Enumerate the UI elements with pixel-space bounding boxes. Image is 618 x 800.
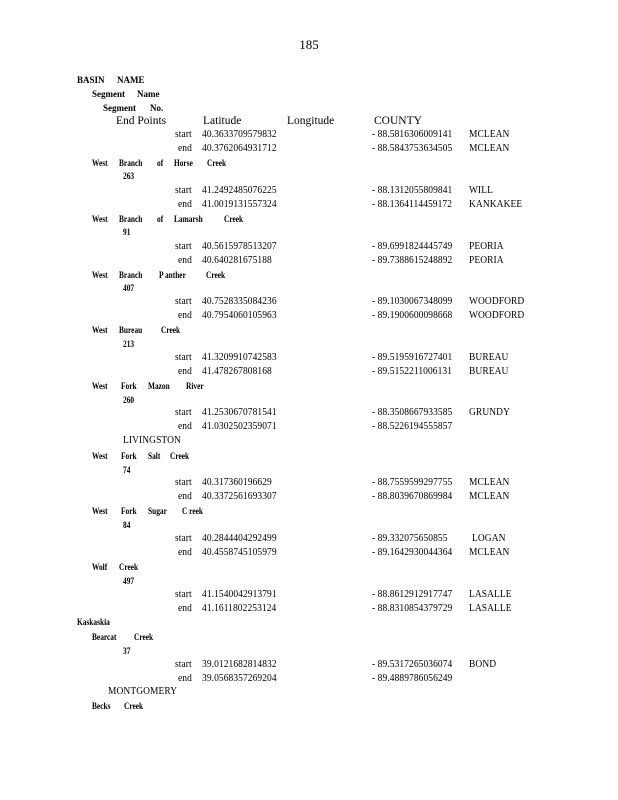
endpoint-label: end xyxy=(178,490,192,502)
county-value: WOODFORD xyxy=(469,295,525,307)
segment-number: 260 xyxy=(123,395,135,405)
segment-header: Segment xyxy=(92,89,125,99)
county-value: MCLEAN xyxy=(469,546,510,558)
basin-header: BASIN xyxy=(77,75,105,85)
county-value: KANKAKEE xyxy=(469,198,523,210)
latitude-value: 41.1611802253124 xyxy=(202,602,277,614)
endpoint-label: start xyxy=(175,128,192,140)
county-value: WILL xyxy=(469,184,493,196)
latitude-value: 39.0568357269204 xyxy=(202,672,277,684)
latitude-value: 39.0121682814832 xyxy=(202,658,277,670)
endpoint-label: start xyxy=(175,532,192,544)
longitude-value: - 89.1900600098668 xyxy=(372,309,453,321)
segment-name-word: West xyxy=(92,214,108,224)
segment-name-word: West xyxy=(92,270,108,280)
segment-name-word: Creek xyxy=(170,451,190,461)
segment-name-word: Creek xyxy=(207,158,227,168)
segment-name-word: Salt xyxy=(148,451,161,461)
longitude-value: - 89.7388615248892 xyxy=(372,254,453,266)
county-value: LASALLE xyxy=(469,588,512,600)
end-points-header: End Points xyxy=(116,115,167,127)
segment-name-word: Wolf xyxy=(92,562,108,572)
segment-name-word: Branch xyxy=(119,158,143,168)
segment-number: 497 xyxy=(123,576,135,586)
segment-name-word: West xyxy=(92,381,108,391)
endpoint-label: end xyxy=(178,198,192,210)
longitude-value: - 88.7559599297755 xyxy=(372,476,453,488)
county-value: BOND xyxy=(469,658,497,670)
latitude-value: 41.0019131557324 xyxy=(202,198,277,210)
longitude-value: - 89.332075650855 xyxy=(372,532,448,544)
segment-name-word: Creek xyxy=(134,632,154,642)
segment-name-word: Fork xyxy=(121,451,137,461)
latitude-value: 41.478267808168 xyxy=(202,365,272,377)
endpoint-label: start xyxy=(175,295,192,307)
longitude-value: - 89.1642930044364 xyxy=(372,546,453,558)
latitude-value: 41.2530670781541 xyxy=(202,406,277,418)
county-value-wrapped: LIVINGSTON xyxy=(123,434,181,446)
endpoint-label: end xyxy=(178,365,192,377)
endpoint-label: start xyxy=(175,658,192,670)
name-header: NAME xyxy=(117,75,145,85)
endpoint-label: start xyxy=(175,588,192,600)
latitude-value: 40.4558745105979 xyxy=(202,546,277,558)
segment-name-word: Creek xyxy=(206,270,226,280)
page-number: 185 xyxy=(299,37,319,52)
latitude-value: 40.7954060105963 xyxy=(202,309,277,321)
segment-number: 263 xyxy=(123,171,135,181)
segment-number: 84 xyxy=(123,520,131,530)
segment-name-word: Becks xyxy=(92,701,111,711)
county-value: WOODFORD xyxy=(469,309,525,321)
segment-name-word: West xyxy=(92,325,108,335)
segment-name-word: Fork xyxy=(121,506,137,516)
endpoint-label: end xyxy=(178,546,192,558)
county-header: COUNTY xyxy=(374,115,422,127)
longitude-value: - 89.6991824445749 xyxy=(372,240,453,252)
endpoint-label: end xyxy=(178,309,192,321)
segment-number: 37 xyxy=(123,646,131,656)
segment-name-word: River xyxy=(186,381,204,391)
county-value: MCLEAN xyxy=(469,490,510,502)
segment-name-word: Mazon xyxy=(148,381,170,391)
county-value: BUREAU xyxy=(469,351,509,363)
latitude-value: 40.2844404292499 xyxy=(202,532,277,544)
endpoint-label: start xyxy=(175,406,192,418)
segment-name-word: of xyxy=(157,214,164,224)
latitude-value: 40.640281675188 xyxy=(202,254,272,266)
segment-name-word: Creek xyxy=(119,562,139,572)
latitude-value: 41.2492485076225 xyxy=(202,184,277,196)
segment-name-word: Sugar xyxy=(148,506,167,516)
longitude-value: - 89.1030067348099 xyxy=(372,295,453,307)
endpoint-label: start xyxy=(175,476,192,488)
county-value: BUREAU xyxy=(469,365,509,377)
segment-name-word: Creek xyxy=(161,325,181,335)
endpoint-label: end xyxy=(178,142,192,154)
latitude-value: 41.1540042913791 xyxy=(202,588,277,600)
basin-name: Kaskaskia xyxy=(77,617,110,627)
longitude-header: Longitude xyxy=(287,115,335,127)
segment-number: 91 xyxy=(123,227,131,237)
county-value: MCLEAN xyxy=(469,142,510,154)
segment-name-header: Name xyxy=(137,89,160,99)
segment-name-word: of xyxy=(157,158,164,168)
latitude-header: Latitude xyxy=(203,115,242,127)
segment-number: 213 xyxy=(123,339,135,349)
endpoint-label: end xyxy=(178,672,192,684)
segment-name-word: Horse xyxy=(174,158,193,168)
segment-name-word: Lamarsh xyxy=(174,214,203,224)
endpoint-label: start xyxy=(175,184,192,196)
longitude-value: - 89.5195916727401 xyxy=(372,351,453,363)
county-value: LASALLE xyxy=(469,602,512,614)
longitude-value: - 88.5816306009141 xyxy=(372,128,453,140)
county-value: LOGAN xyxy=(472,532,506,544)
latitude-value: 40.3762064931712 xyxy=(202,142,277,154)
segment-name-word: Bearcat xyxy=(92,632,117,642)
county-value: PEORIA xyxy=(469,240,504,252)
latitude-value: 41.0302502359071 xyxy=(202,420,277,432)
segment-name-word: Branch xyxy=(119,270,143,280)
segment-name-word: C reek xyxy=(182,506,203,516)
endpoint-label: end xyxy=(178,254,192,266)
endpoint-label: start xyxy=(175,351,192,363)
longitude-value: - 89.5152211006131 xyxy=(372,365,453,377)
segment-name-word: Creek xyxy=(124,701,144,711)
latitude-value: 40.3372561693307 xyxy=(202,490,277,502)
longitude-value: - 88.8310854379729 xyxy=(372,602,453,614)
longitude-value: - 88.5226194555857 xyxy=(372,420,453,432)
segment-name-word: P anther xyxy=(159,270,186,280)
no-header: No. xyxy=(150,103,164,113)
longitude-value: - 88.8612912917747 xyxy=(372,588,453,600)
endpoint-label: end xyxy=(178,602,192,614)
longitude-value: - 88.1364114459172 xyxy=(372,198,453,210)
longitude-value: - 89.4889786056249 xyxy=(372,672,453,684)
segment-name-word: Bureau xyxy=(119,325,143,335)
segment-no-label: Segment xyxy=(103,103,136,113)
segment-name-word: Creek xyxy=(224,214,244,224)
endpoint-label: end xyxy=(178,420,192,432)
segment-name-word: Fork xyxy=(121,381,137,391)
longitude-value: - 89.5317265036074 xyxy=(372,658,453,670)
longitude-value: - 88.5843753634505 xyxy=(372,142,453,154)
latitude-value: 40.5615978513207 xyxy=(202,240,277,252)
segment-number: 74 xyxy=(123,465,131,475)
longitude-value: - 88.8039670869984 xyxy=(372,490,453,502)
latitude-value: 40.3633709579832 xyxy=(202,128,277,140)
latitude-value: 40.7528335084236 xyxy=(202,295,277,307)
latitude-value: 40.317360196629 xyxy=(202,476,272,488)
county-value: MCLEAN xyxy=(469,476,510,488)
segment-number: 407 xyxy=(123,283,135,293)
segment-name-word: West xyxy=(92,506,108,516)
county-value: MCLEAN xyxy=(469,128,510,140)
segment-name-word: Branch xyxy=(119,214,143,224)
county-value: PEORIA xyxy=(469,254,504,266)
longitude-value: - 88.1312055809841 xyxy=(372,184,453,196)
segment-name-word: West xyxy=(92,451,108,461)
endpoint-label: start xyxy=(175,240,192,252)
segment-name-word: West xyxy=(92,158,108,168)
county-value-wrapped: MONTGOMERY xyxy=(108,685,178,697)
longitude-value: - 88.3508667933585 xyxy=(372,406,453,418)
county-value: GRUNDY xyxy=(469,406,510,418)
latitude-value: 41.3209910742583 xyxy=(202,351,277,363)
